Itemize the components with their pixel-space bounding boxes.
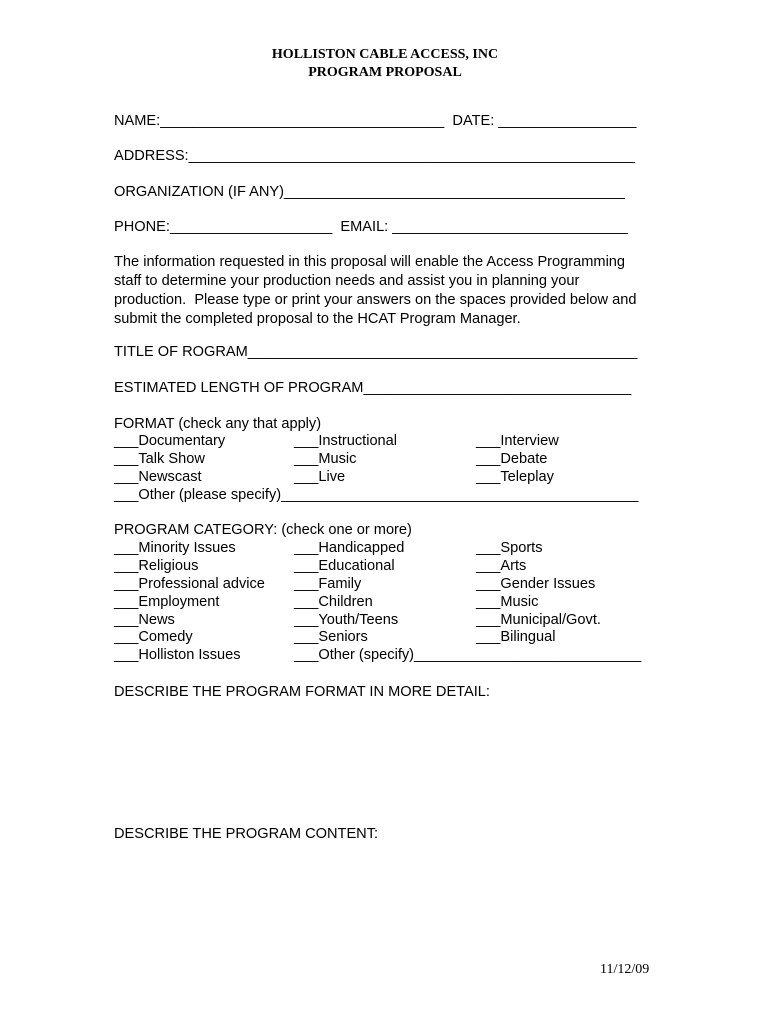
format-option[interactable]: ___Documentary <box>114 433 226 449</box>
describe-content-label: DESCRIBE THE PROGRAM CONTENT: <box>114 826 379 842</box>
category-row <box>114 594 674 612</box>
format-option[interactable]: ___Instructional <box>294 433 398 449</box>
program-title-field[interactable]: TITLE OF ROGRAM________________________________________________ <box>114 344 638 360</box>
format-option[interactable]: ___Debate <box>476 450 548 467</box>
form-title: PROGRAM PROPOSAL <box>308 65 462 80</box>
intro-line: production. Please type or print your answers on the spaces provided below and <box>114 292 637 308</box>
category-option[interactable]: ___News <box>114 611 175 628</box>
category-row <box>114 558 674 576</box>
format-row <box>114 451 674 469</box>
category-option[interactable]: ___Children <box>294 593 373 610</box>
format-option[interactable]: ___Interview <box>476 433 559 449</box>
intro-paragraph <box>114 253 674 329</box>
format-option[interactable]: ___Newscast <box>114 468 202 485</box>
category-option[interactable]: ___Arts <box>476 557 527 574</box>
format-row <box>114 487 674 505</box>
category-row <box>114 647 674 665</box>
category-option[interactable]: ___Educational <box>294 557 395 574</box>
category-option[interactable]: ___Municipal/Govt. <box>476 611 601 628</box>
category-option[interactable]: ___Handicapped <box>294 540 405 556</box>
category-option[interactable]: ___Minority Issues <box>114 540 236 556</box>
category-option[interactable]: ___Religious <box>114 557 199 574</box>
intro-line: The information requested in this proposal will enable the Access Programming <box>114 254 626 270</box>
format-row <box>114 469 674 487</box>
address-field[interactable]: ADDRESS:_______________________________________________________ <box>114 148 636 164</box>
category-option[interactable]: ___Comedy <box>114 629 193 646</box>
category-option[interactable]: ___Youth/Teens <box>294 611 399 628</box>
document-header <box>0 46 770 82</box>
intro-line: staff to determine your production needs and assist you in planning your <box>114 273 580 289</box>
category-option[interactable]: ___Sports <box>476 540 543 556</box>
format-option[interactable]: ___Live <box>294 468 346 485</box>
revision-date: 11/12/09 <box>600 962 650 977</box>
category-option[interactable]: ___Bilingual <box>476 629 556 646</box>
category-option[interactable]: ___Employment <box>114 593 220 610</box>
intro-line: submit the completed proposal to the HCAT Program Manager. <box>114 311 521 327</box>
category-option[interactable]: ___Music <box>476 593 539 610</box>
category-option[interactable]: ___Seniors <box>294 629 368 646</box>
category-option[interactable]: ___Holliston Issues <box>114 647 241 664</box>
category-heading: PROGRAM CATEGORY: (check one or more) <box>114 522 412 538</box>
category-row <box>114 612 674 630</box>
category-option[interactable]: ___Professional advice <box>114 575 265 592</box>
category-row <box>114 576 674 594</box>
format-row <box>114 433 674 451</box>
describe-format-label: DESCRIBE THE PROGRAM FORMAT IN MORE DETAIL: <box>114 684 490 700</box>
format-option[interactable]: ___Teleplay <box>476 468 554 485</box>
category-row <box>114 540 674 558</box>
program-length-field[interactable]: ESTIMATED LENGTH OF PROGRAM_________________________________ <box>114 380 632 396</box>
organization-field[interactable]: ORGANIZATION (IF ANY)__________________________________________ <box>114 184 625 200</box>
category-other-field[interactable]: ___Other (specify)____________________________ <box>294 647 642 664</box>
org-title: HOLLISTON CABLE ACCESS, INC <box>271 47 499 62</box>
format-heading: FORMAT (check any that apply) <box>114 416 322 432</box>
category-options <box>114 540 674 665</box>
phone-email-field[interactable]: PHONE:____________________ EMAIL: _____________________________ <box>114 219 628 235</box>
category-option[interactable]: ___Gender Issues <box>476 575 596 592</box>
category-option[interactable]: ___Family <box>294 575 362 592</box>
format-option[interactable]: ___Music <box>294 450 357 467</box>
name-date-field[interactable]: NAME:___________________________________ DATE: _________________ <box>114 113 637 129</box>
format-options <box>114 433 674 505</box>
format-other-field[interactable]: ___Other (please specify)____________________________________________ <box>114 486 639 503</box>
format-option[interactable]: ___Talk Show <box>114 450 205 467</box>
category-row <box>114 629 674 647</box>
